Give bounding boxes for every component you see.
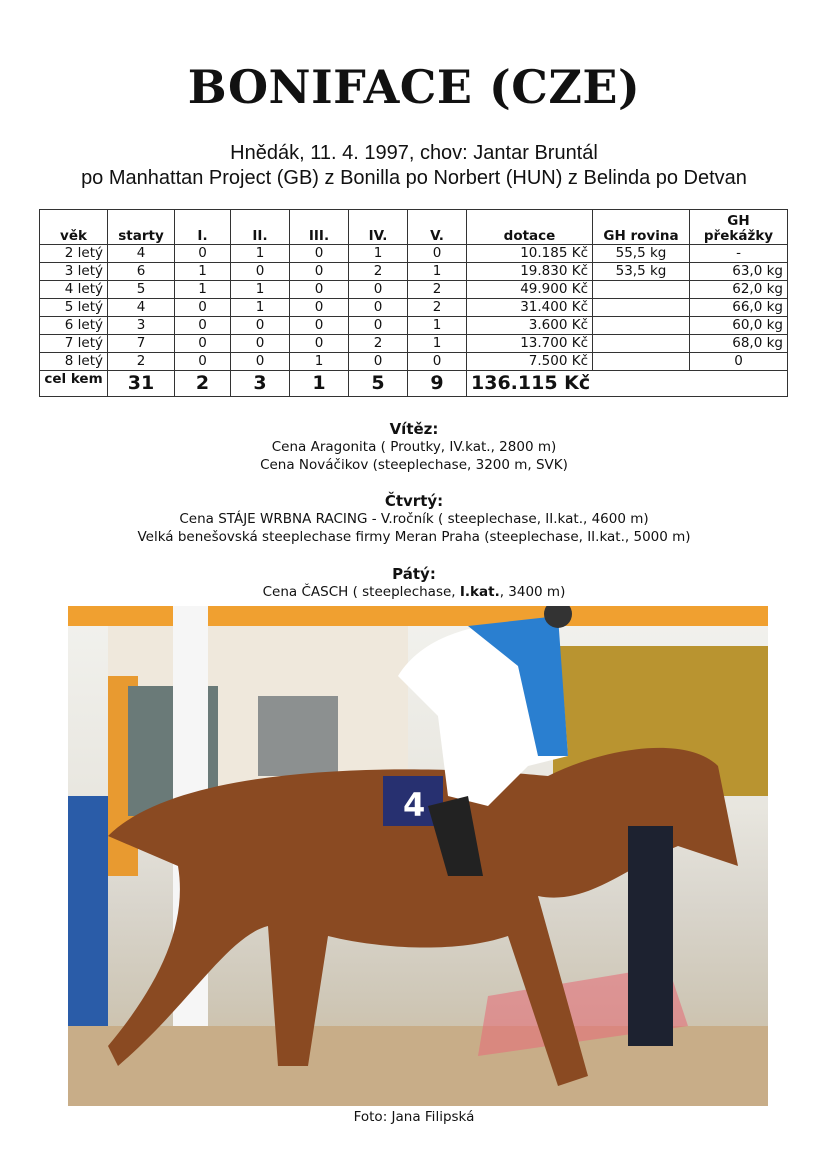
table-cell: 0 [175,335,231,353]
table-cell: 63,0 kg [690,263,788,281]
table-cell: 4 [108,299,175,317]
race-line [0,583,828,601]
section-heading: Vítěz: [389,420,439,438]
table-cell: 3 letý [40,263,108,281]
table-row [40,335,788,353]
table-cell: 1 [408,317,467,335]
table-cell: 0 [349,299,408,317]
column-header: IV. [349,210,408,245]
table-cell: 7 [108,335,175,353]
total-row [40,371,788,397]
total-cell: 3 [231,371,290,397]
table-cell: 8 letý [40,353,108,371]
table-cell [593,299,690,317]
table-cell: 2 [408,299,467,317]
table-cell: 0 [231,335,290,353]
race-line: Cena Aragonita ( Proutky, IV.kat., 2800 m) [271,439,557,455]
pedigree: po Manhattan Project (GB) z Bonilla po Norbert (HUN) z Belinda po Detvan [81,167,747,189]
table-cell: 0 [408,353,467,371]
table-cell: 7.500 Kč [467,353,593,371]
total-cell: 31 [108,371,175,397]
column-header: V. [408,210,467,245]
table-cell: 6 [108,263,175,281]
table-cell: 0 [290,335,349,353]
table-cell: 4 letý [40,281,108,299]
table-cell: 2 [349,263,408,281]
table-cell: 53,5 kg [593,263,690,281]
table-cell: 0 [290,281,349,299]
table-cell: 13.700 Kč [467,335,593,353]
horse-photo [68,606,768,1106]
table-row [40,263,788,281]
table-cell: 55,5 kg [593,245,690,263]
table-cell: 0 [175,299,231,317]
column-header: I. [175,210,231,245]
table-cell: 1 [408,263,467,281]
table-cell: 1 [231,245,290,263]
table-cell: 1 [231,281,290,299]
photo-credit: Foto: Jana Filipská [353,1109,475,1125]
table-cell: 2 [108,353,175,371]
table-cell: 0 [231,353,290,371]
total-cell: 5 [349,371,408,397]
table-cell: 0 [290,245,349,263]
race-line-text: , 3400 m) [499,584,566,600]
table-cell: 2 [408,281,467,299]
table-cell [593,335,690,353]
race-line: Velká benešovská steeplechase firmy Meran Praha (steeplechase, II.kat., 5000 m) [137,529,691,545]
table-cell: 19.830 Kč [467,263,593,281]
total-cell: 136.115 Kč [467,371,788,397]
column-header: věk [40,210,108,245]
race-line: Cena Nováčikov (steeplechase, 3200 m, SVK) [260,457,568,473]
table-cell: 0 [175,245,231,263]
table-cell: 68,0 kg [690,335,788,353]
table-cell: 0 [290,263,349,281]
table-cell: 66,0 kg [690,299,788,317]
section-winner [0,420,828,474]
table-cell: 2 letý [40,245,108,263]
race-line: Cena STÁJE WRBNA RACING - V.ročník ( steeplechase, II.kat., 4600 m) [179,511,649,527]
table-cell: 0 [408,245,467,263]
table-cell: 1 [408,335,467,353]
table-cell: 7 letý [40,335,108,353]
table-cell: 31.400 Kč [467,299,593,317]
table-cell: 1 [231,299,290,317]
horse-photo-illustration [68,606,768,1106]
saddle-number: 4 [403,786,426,824]
table-row [40,245,788,263]
table-cell: 0 [690,353,788,371]
table-cell: 1 [175,281,231,299]
table-cell: 60,0 kg [690,317,788,335]
race-record-table [39,209,788,397]
total-cell: 9 [408,371,467,397]
table-cell: 4 [108,245,175,263]
table-cell: 1 [349,245,408,263]
table-cell: 0 [349,281,408,299]
section-fifth [0,565,828,601]
table-row [40,353,788,371]
table-cell: 1 [175,263,231,281]
column-header: dotace [467,210,593,245]
table-cell [593,317,690,335]
column-header: III. [290,210,349,245]
table-row [40,299,788,317]
table-cell: 5 letý [40,299,108,317]
table-cell: 0 [290,317,349,335]
table-cell: 0 [231,263,290,281]
table-cell: 10.185 Kč [467,245,593,263]
table-cell: - [690,245,788,263]
table-cell: 0 [175,317,231,335]
table-cell [593,281,690,299]
table-cell: 0 [290,299,349,317]
total-cell: 2 [175,371,231,397]
table-cell: 62,0 kg [690,281,788,299]
table-cell: 0 [175,353,231,371]
table-cell: 5 [108,281,175,299]
total-label: cel kem [40,371,108,397]
table-row [40,281,788,299]
table-cell: 0 [231,317,290,335]
race-category: I.kat. [459,584,500,600]
section-heading: Pátý: [392,565,436,583]
column-header: starty [108,210,175,245]
table-cell: 2 [349,335,408,353]
horse-details: Hnědák, 11. 4. 1997, chov: Jantar Bruntál [230,142,598,164]
table-row [40,317,788,335]
column-header: II. [231,210,290,245]
table-cell: 1 [290,353,349,371]
horse-name-title: BONIFACE (CZE) [187,60,641,114]
table-cell: 49.900 Kč [467,281,593,299]
column-header: GH rovina [593,210,690,245]
table-cell: 0 [349,317,408,335]
section-heading: Čtvrtý: [384,492,444,510]
table-cell: 3 [108,317,175,335]
table-cell: 0 [349,353,408,371]
table-cell [593,353,690,371]
table-cell: 6 letý [40,317,108,335]
section-fourth [0,492,828,546]
column-header: GH překážky [690,210,788,245]
race-line-text: Cena ČASCH ( steeplechase, [262,584,460,600]
table-cell: 3.600 Kč [467,317,593,335]
total-cell: 1 [290,371,349,397]
